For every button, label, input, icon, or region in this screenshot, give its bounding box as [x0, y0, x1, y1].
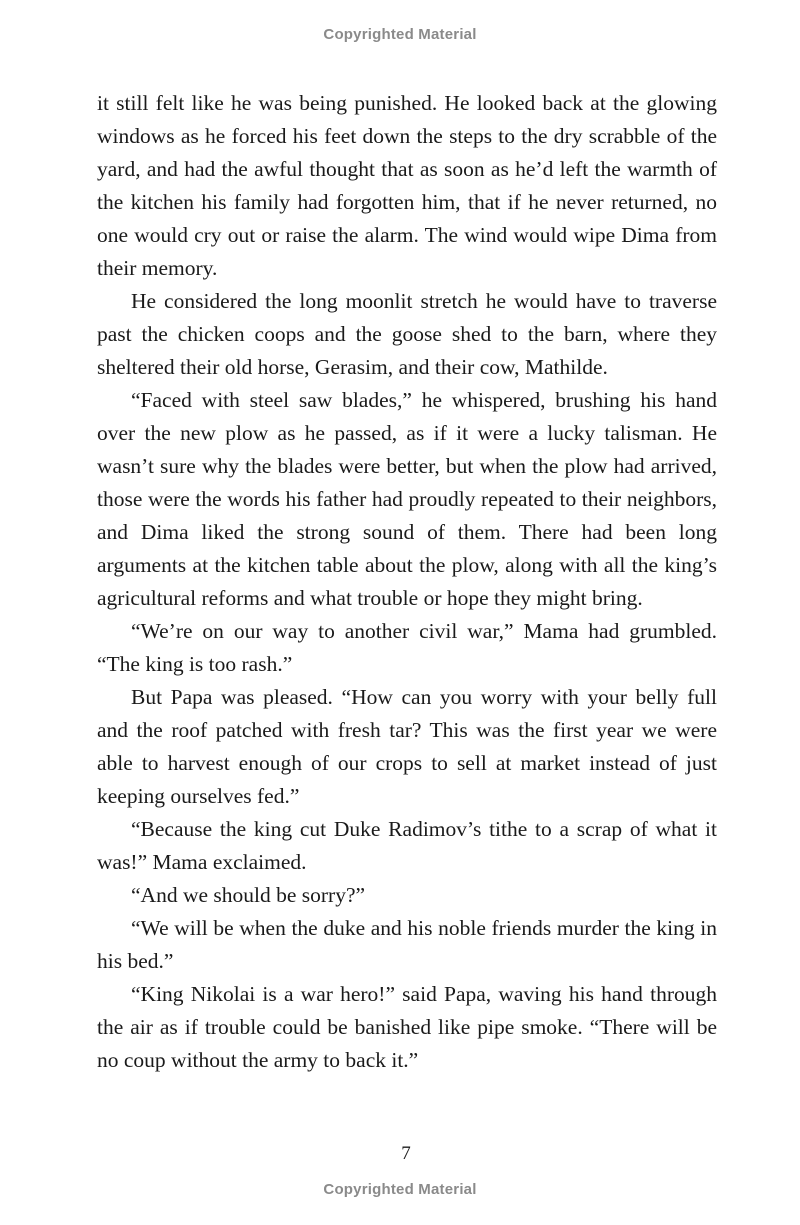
paragraph-6: “Because the king cut Duke Radimov’s tithe to a scrap of what it was!” Mama exclaimed. — [97, 817, 717, 874]
paragraph-1: it still felt like he was being punished. He looked back at the glowing windows as he forced his feet down the steps to the dry scrabble of the yard, and had the awful thought that as soon as he’d left the warmth of the kitchen his family had forgotten him, that if he never returned, no one would cry out or raise the alarm. The wind would wipe Dima from their memory. — [97, 91, 717, 280]
paragraph-9: “King Nikolai is a war hero!” said Papa, waving his hand through the air as if trouble could be banished like pipe smoke. “There will be no coup without the army to back it.” — [97, 982, 717, 1072]
page-number: 7 — [401, 1143, 411, 1164]
paragraph-5: But Papa was pleased. “How can you worry with your belly full and the roof patched with fresh tar? This was the first year we were able to harvest enough of our crops to sell at market instead of just keeping ourselves fed.” — [97, 685, 717, 808]
page-body — [97, 87, 717, 1077]
paragraph-7: “And we should be sorry?” — [131, 883, 366, 907]
paragraph-3: “Faced with steel saw blades,” he whispered, brushing his hand over the new plow as he passed, as if it were a lucky talisman. He wasn’t sure why the blades were better, but when the plow had arrived, those were the words his father had proudly repeated to their neighbors, and Dima liked the strong sound of them. There had been long arguments at the kitchen table about the plow, along with all the king’s agricultural reforms and what trouble or hope they might bring. — [97, 388, 717, 610]
copyright-watermark-bottom: Copyrighted Material — [323, 1181, 477, 1198]
copyright-watermark-top: Copyrighted Material — [323, 26, 477, 43]
paragraph-8: “We will be when the duke and his noble friends murder the king in his bed.” — [97, 916, 717, 973]
paragraph-2: He considered the long moonlit stretch he would have to traverse past the chicken coops and the goose shed to the barn, where they sheltered their old horse, Gerasim, and their cow, Mathilde. — [97, 289, 717, 379]
paragraph-4: “We’re on our way to another civil war,” Mama had grumbled. “The king is too rash.” — [97, 619, 717, 676]
